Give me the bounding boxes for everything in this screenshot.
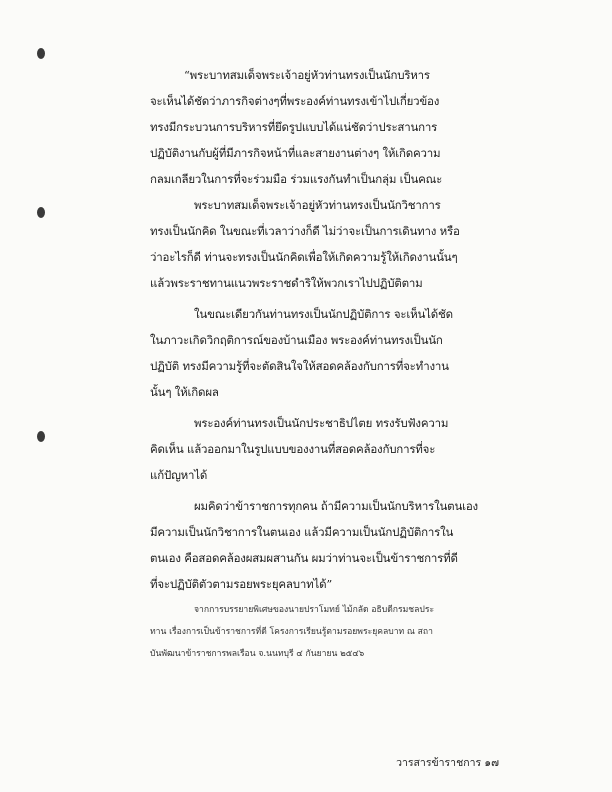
- text-line: ตนเอง คือสอดคล้องผสมผสานกัน ผมว่าท่านจะเป็นข้าราชการที่ดี: [150, 551, 458, 565]
- text-line: จะเห็นได้ชัดว่าภารกิจต่างๆที่พระองค์ท่านทรงเข้าไปเกี่ยวข้อง: [150, 94, 440, 108]
- text-line: ว่าอะไรก็ดี ท่านจะทรงเป็นนักคิดเพื่อให้เกิดความรู้ให้เกิดงานนั้นๆ: [150, 250, 458, 264]
- text-line: ในขณะเดียวกันท่านทรงเป็นนักปฏิบัติการ จะเห็นได้ชัด: [194, 307, 453, 321]
- text-line: พระบาทสมเด็จพระเจ้าอยู่หัวท่านทรงเป็นนักวิชาการ: [194, 198, 441, 212]
- text-line: ที่จะปฏิบัติตัวตามรอยพระยุคลบาทได้”: [150, 577, 333, 591]
- text-line: พระองค์ท่านทรงเป็นนักประชาธิปไตย ทรงรับฟังความ: [194, 416, 449, 430]
- citation-line: จากการบรรยายพิเศษของนายปราโมทย์ ไม้กลัด อธิบดีกรมชลประ: [194, 605, 435, 615]
- text-line: ผมคิดว่าข้าราชการทุกคน ถ้ามีความเป็นนักบริหารในตนเอง: [194, 499, 478, 513]
- binder-hole-mark: [37, 48, 45, 59]
- paragraph-1: [150, 62, 495, 192]
- page-footer: วารสารข้าราชการ ๑๗: [396, 757, 499, 769]
- paragraph-3: [150, 301, 495, 405]
- quotation-body: [150, 62, 495, 597]
- paragraph-4: [150, 410, 495, 488]
- text-line: แก้ปัญหาได้: [150, 468, 208, 482]
- paragraph-2: [150, 192, 495, 296]
- citation-line: บันพัฒนาข้าราชการพลเรือน จ.นนทบุรี ๔ กันยายน ๒๕๔๖: [150, 649, 365, 659]
- binder-hole-mark: [37, 207, 45, 218]
- text-line: นั้นๆ ให้เกิดผล: [150, 385, 219, 399]
- source-citation: [150, 599, 495, 665]
- text-line: มีความเป็นนักวิชาการในตนเอง แล้วมีความเป็นนักปฏิบัติการใน: [150, 525, 454, 539]
- text-line: ในภาวะเกิดวิกฤติการณ์ของบ้านเมือง พระองค์ท่านทรงเป็นนัก: [150, 333, 443, 347]
- text-line: ทรงมีกระบวนการบริหารที่ยึดรูปแบบได้แน่ชัดว่าประสานการ: [150, 120, 438, 134]
- text-line: ปฏิบัติงานกับผู้ที่มีภารกิจหน้าที่และสายงานต่างๆ ให้เกิดความ: [150, 146, 441, 160]
- text-line: “พระบาทสมเด็จพระเจ้าอยู่หัวท่านทรงเป็นนักบริหาร: [184, 68, 430, 82]
- binder-hole-mark: [37, 431, 45, 442]
- paragraph-5: [150, 493, 495, 597]
- citation-line: ทาน เรื่องการเป็นข้าราชการที่ดี โครงการเรียนรู้ตามรอยพระยุคลบาท ณ สถา: [150, 627, 433, 637]
- text-line: แล้วพระราชทานแนวพระราชดำริให้พวกเราไปปฏิบัติตาม: [150, 276, 423, 290]
- text-line: คิดเห็น แล้วออกมาในรูปแบบของงานที่สอดคล้องกับการที่จะ: [150, 442, 436, 456]
- text-line: กลมเกลียวในการที่จะร่วมมือ ร่วมแรงกันทำเป็นกลุ่ม เป็นคณะ: [150, 172, 443, 186]
- text-line: ปฏิบัติ ทรงมีความรู้ที่จะตัดสินใจให้สอดคล้องกับการที่จะทำงาน: [150, 359, 449, 373]
- text-line: ทรงเป็นนักคิด ในขณะที่เวลาว่างก็ดี ไม่ว่าจะเป็นการเดินทาง หรือ: [150, 224, 460, 238]
